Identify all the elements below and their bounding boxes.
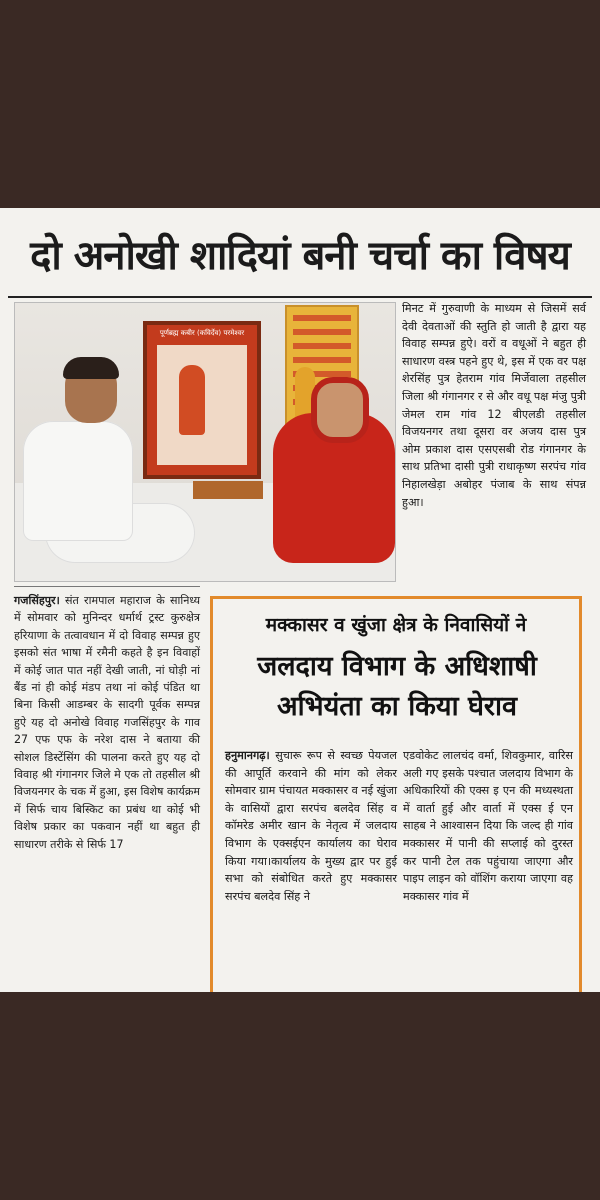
article2-col2-text: एडवोकेट लालचंद वर्मा, शिवकुमार, वारिस अली गए इसके पश्चात जलदाय विभाग के अधिकारियों की एक्स इ एन की मध्यस्थता में वार्ता हुई और वार्ता में एक्स ई एन साहब ने आश्वासन दिया कि जल्द ही गांव मक्कासर में पानी की सप्लाई को दुरस्त कर पानी टेल तक पहुंचाया जाएगा और पाइप लाइन को वॉशिंग कराया जाएगा वह मक्कासर गांव में: [403, 749, 573, 903]
article1-right-column: [402, 300, 586, 511]
article1-dateline: गजसिंहपुर।: [14, 594, 60, 607]
saint-figure: [179, 365, 205, 435]
newspaper-clipping: [0, 208, 600, 992]
article2-column-1: [225, 747, 397, 905]
article1-left-column: [14, 592, 200, 853]
portrait-caption: पूर्णब्रह्म कबीर (कविर्देव) परमेश्वर: [159, 329, 245, 337]
saint-portrait: [143, 321, 261, 479]
article2-box: [210, 596, 582, 992]
article2-kicker: मक्कासर व खुंजा क्षेत्र के निवासियों ने: [265, 614, 527, 636]
article2-dateline: हनुमानगढ़।: [225, 749, 270, 762]
article2-column-2: [403, 747, 573, 905]
bride-head: [311, 377, 369, 443]
headline-rule: [8, 296, 592, 298]
article1-headline: दो अनोखी शादियां बनी चर्चा का विषय: [30, 233, 570, 279]
groom-hair: [63, 357, 119, 379]
article1-right-text: मिनट में गुरुवाणी के माध्यम से जिसमें सर्व देवी देवताओं की स्तुति हो जाती है द्वारा यह विवाह सम्पन्न हुऐ। वरों व वधूओं ने बहुत ही साधारण वस्त्र पहने हुए थे, इस में एक वर पक्ष शेरसिंह पुत्र हेतराम गांव मिर्जेवाला तहसील जिला श्री गंगानगर र से और वधू पक्ष मंजु पुत्री जेमल राम गांव 12 बीएलडी तहसील विजयनगर तथा दूसरा वर अजय दास पुत्र ओम प्रकाश दास एसएसबी रोड गंगानगर के साथ प्रतिभा दासी पुत्री राधाकृष्ण सरपंच गांव निहालखेड़ा अबोहर पंजाब के साथ संपन्न हुआ।: [402, 302, 586, 509]
article2-headline: जलदाय विभाग के अधिशाषी अभियंता का किया घेराव: [257, 651, 537, 722]
column-rule: [14, 586, 200, 587]
article1-left-text: संत रामपाल महाराज के सानिध्य में सोमवार को मुनिन्दर धर्मार्थ ट्रस्ट कुरुक्षेत्र हरियाणा के तत्वावधान में दो विवाह सम्पन्न हुए इसको संत भाषा में रमैनी कहते है इन विवाहों में कोई जात पात नहीं देखी जाती, नां घोड़ी नां बैंड नां ही कोई मंडप तथा नां कोई पंडित था बिना किसी आडम्बर के सादगी पूर्वक सम्पन्न हुऐ यह दो अनोखे विवाह गजसिंहपुर के गाव 27 एफ एफ के नरेश दास ने बताया की सोशल डिस्टेंसिंग की पालना करते हुए यह दो विवाह श्री गंगानगर जिले मे एक तो तहसील श्री विजयनगर के चक में हुआ, इस विशेष कार्यक्रम में सिर्फ चाय बिस्किट का प्रबंध था कोई भी विशेष प्रकार का पकवान नहीं था बहुत ही साधारण तरीके से सिर्फ 17: [14, 594, 200, 851]
groom-figure: [23, 421, 133, 541]
article2-col1-text: सुचारू रूप से स्वच्छ पेयजल की आपूर्ति करवाने की मांग को लेकर सोमवार ग्राम पंचायत मक्कासर व नई खुंजा के वासियों द्वारा सरपंच बलदेव सिंह व कॉमरेड अमीर खान के नेतृत्व में जलदाय विभाग के एक्सईएन कार्यालय का घेराव किया गया।कार्यालय के मुख्य द्वार पर हुई सभा को संबोधित करते हुए मक्कासर सरपंच बलदेव सिंह ने: [225, 749, 397, 903]
wooden-plank: [193, 481, 263, 499]
wedding-photo: [14, 302, 396, 582]
